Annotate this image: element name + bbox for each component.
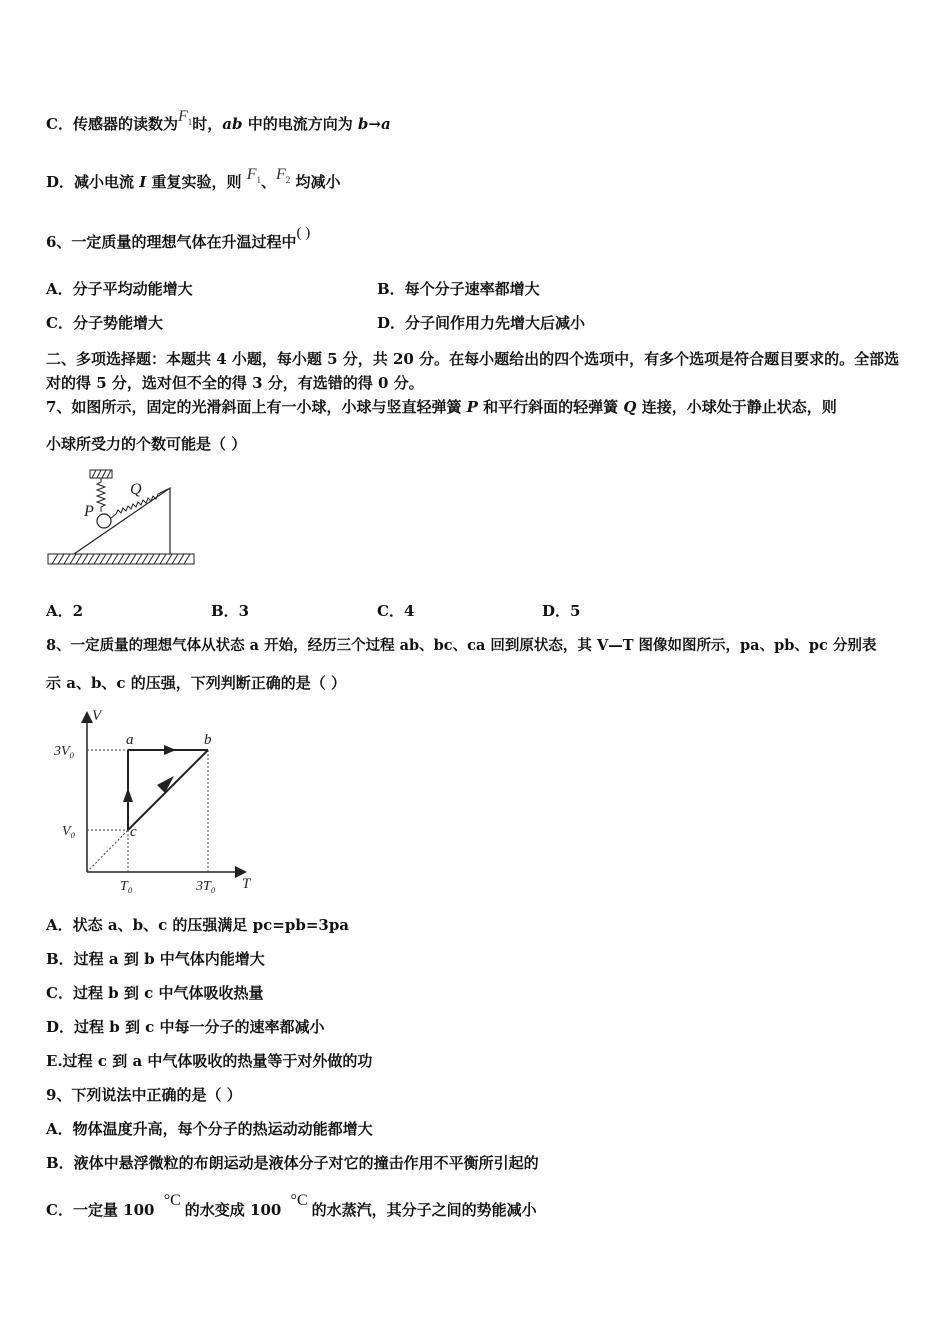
f2-symbol: $F_2$ — [276, 166, 291, 186]
section-2-title: 二、多项选择题：本题共 4 小题，每小题 5 分，共 20 分。在每小题给出的四个选项中，有多个选项是符合题目要求的。全部选对的得 5 分，选对但不全的得 3 分，有选错的得 0 分。 — [46, 350, 900, 392]
v-axis-label: V — [92, 708, 102, 724]
ground-hatch — [52, 554, 190, 564]
q7-option-c: C．4 — [377, 602, 415, 620]
q8-stem-line2: 示 a、b、c 的压强，下列判断正确的是（ ） — [46, 674, 347, 692]
q7-stem-line1: 7、如图所示，固定的光滑斜面上有一小球，小球与竖直轻弹簧 P 和平行斜面的轻弹簧 Q 连接，小球处于静止状态，则 — [46, 398, 837, 416]
t-axis-label: T — [242, 876, 251, 892]
q8-option-e: E.过程 c 到 a 中气体吸收的热量等于对外做的功 — [46, 1052, 373, 1070]
celsius-unit: °C — [163, 1192, 181, 1209]
label-p: P — [84, 503, 94, 520]
q9-option-a: A．物体温度升高，每个分子的热运动动能都增大 — [46, 1120, 373, 1138]
q5-option-d: D．减小电流 I 重复实验，则 $F_1$、$F_2$ 均减小 — [46, 166, 341, 191]
q6-stem: 6、一定质量的理想气体在升温过程中( ) — [46, 225, 311, 251]
ball — [97, 514, 111, 528]
point-b: b — [204, 732, 212, 748]
q6-option-b: B．每个分子速率都增大 — [377, 280, 540, 298]
q7-option-d: D．5 — [542, 602, 581, 620]
point-c: c — [130, 824, 137, 840]
q8-option-b: B．过程 a 到 b 中气体内能增大 — [46, 950, 265, 968]
q7-option-b: B．3 — [211, 602, 250, 620]
q6-option-c: C．分子势能增大 — [46, 314, 163, 332]
q9-option-b: B．液体中悬浮微粒的布朗运动是液体分子对它的撞击作用不平衡所引起的 — [46, 1154, 539, 1172]
q6-option-a: A．分子平均动能增大 — [46, 280, 193, 298]
q6-option-d: D．分子间作用力先增大后减小 — [377, 314, 586, 332]
tick-3v0: 3V₀ — [54, 744, 75, 759]
q7-option-a: A．2 — [46, 602, 84, 620]
tick-3t0: 3T₀ — [196, 879, 216, 894]
point-a: a — [126, 732, 134, 748]
f1-symbol: $F_1$ — [177, 108, 193, 128]
tick-v0: V₀ — [62, 824, 76, 839]
q5-option-c: C．传感器的读数为$F_1$时，ab 中的电流方向为 b→a — [46, 108, 391, 133]
tick-t0: T₀ — [120, 879, 133, 894]
q8-option-c: C．过程 b 到 c 中气体吸收热量 — [46, 984, 264, 1002]
celsius-unit: °C — [290, 1192, 308, 1209]
q9-option-c: C．一定量 100 °C的水变成 100 °C的水蒸汽，其分子之间的势能减小 — [46, 1192, 537, 1219]
q8-option-d: D．过程 b 到 c 中每一分子的速率都减小 — [46, 1018, 325, 1036]
arrow-bc — [157, 776, 174, 793]
q7-figure — [44, 466, 199, 570]
q8-vt-figure — [52, 704, 262, 900]
label-q: Q — [130, 481, 142, 498]
arrow-ab — [164, 745, 176, 755]
q8-stem-line1: 8、一定质量的理想气体从状态 a 开始，经历三个过程 ab、bc、ca 回到原状态，其 V—T 图像如图所示，pa、pb、pc 分别表 — [46, 637, 877, 654]
arrow-ca — [123, 788, 133, 802]
q8-option-a: A．状态 a、b、c 的压强满足 pc=pb=3pa — [46, 916, 350, 934]
f1-symbol: $F_1$ — [246, 166, 261, 186]
q9-stem: 9、下列说法中正确的是（ ） — [46, 1086, 242, 1104]
spring-p — [97, 478, 105, 512]
process-bc — [128, 750, 208, 830]
q7-stem-line2: 小球所受力的个数可能是（ ） — [46, 435, 247, 453]
